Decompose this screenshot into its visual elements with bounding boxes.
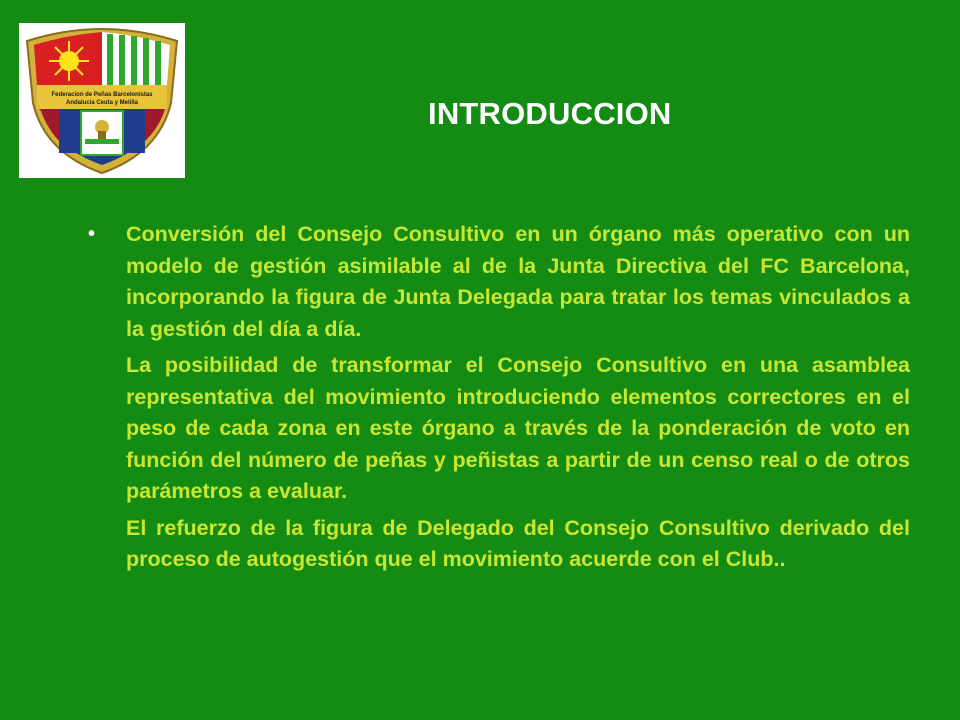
bullet-text: El refuerzo de la figura de Delegado del Consejo Consultivo derivado del proceso de autogestión que el movimiento acuerde con el Club.. [126, 515, 910, 571]
crest-text-line2: Andalucia Ceuta y Melilla [65, 100, 139, 106]
slide-title: INTRODUCCION [428, 96, 672, 131]
bullet-text: Conversión del Consejo Consultivo en un órgano más operativo con un modelo de gestión asimilable al de la Junta Directiva del FC Barcelona, incorporando la figura de Junta Delegada para tratar los temas vinculados a la gestión del día a día. [126, 222, 910, 341]
bullet-item [88, 513, 910, 576]
bullet-item [88, 350, 910, 508]
logo [19, 23, 185, 178]
bullet-marker: • [88, 223, 96, 245]
bullet-text: La posibilidad de transformar el Consejo Consultivo en una asamblea representativa del movimiento introduciendo elementos correctores en el peso de cada zona en este órgano a través de la ponderación de voto en función del número de peñas y peñistas a partir de un censo real o de otros parámetros a evaluar. [126, 353, 910, 503]
crest-text-line1: Federacion de Peñas Barcelonistas [51, 92, 153, 98]
bullet-item [88, 219, 910, 345]
bullet-list [88, 219, 910, 581]
crest-icon [19, 23, 185, 178]
